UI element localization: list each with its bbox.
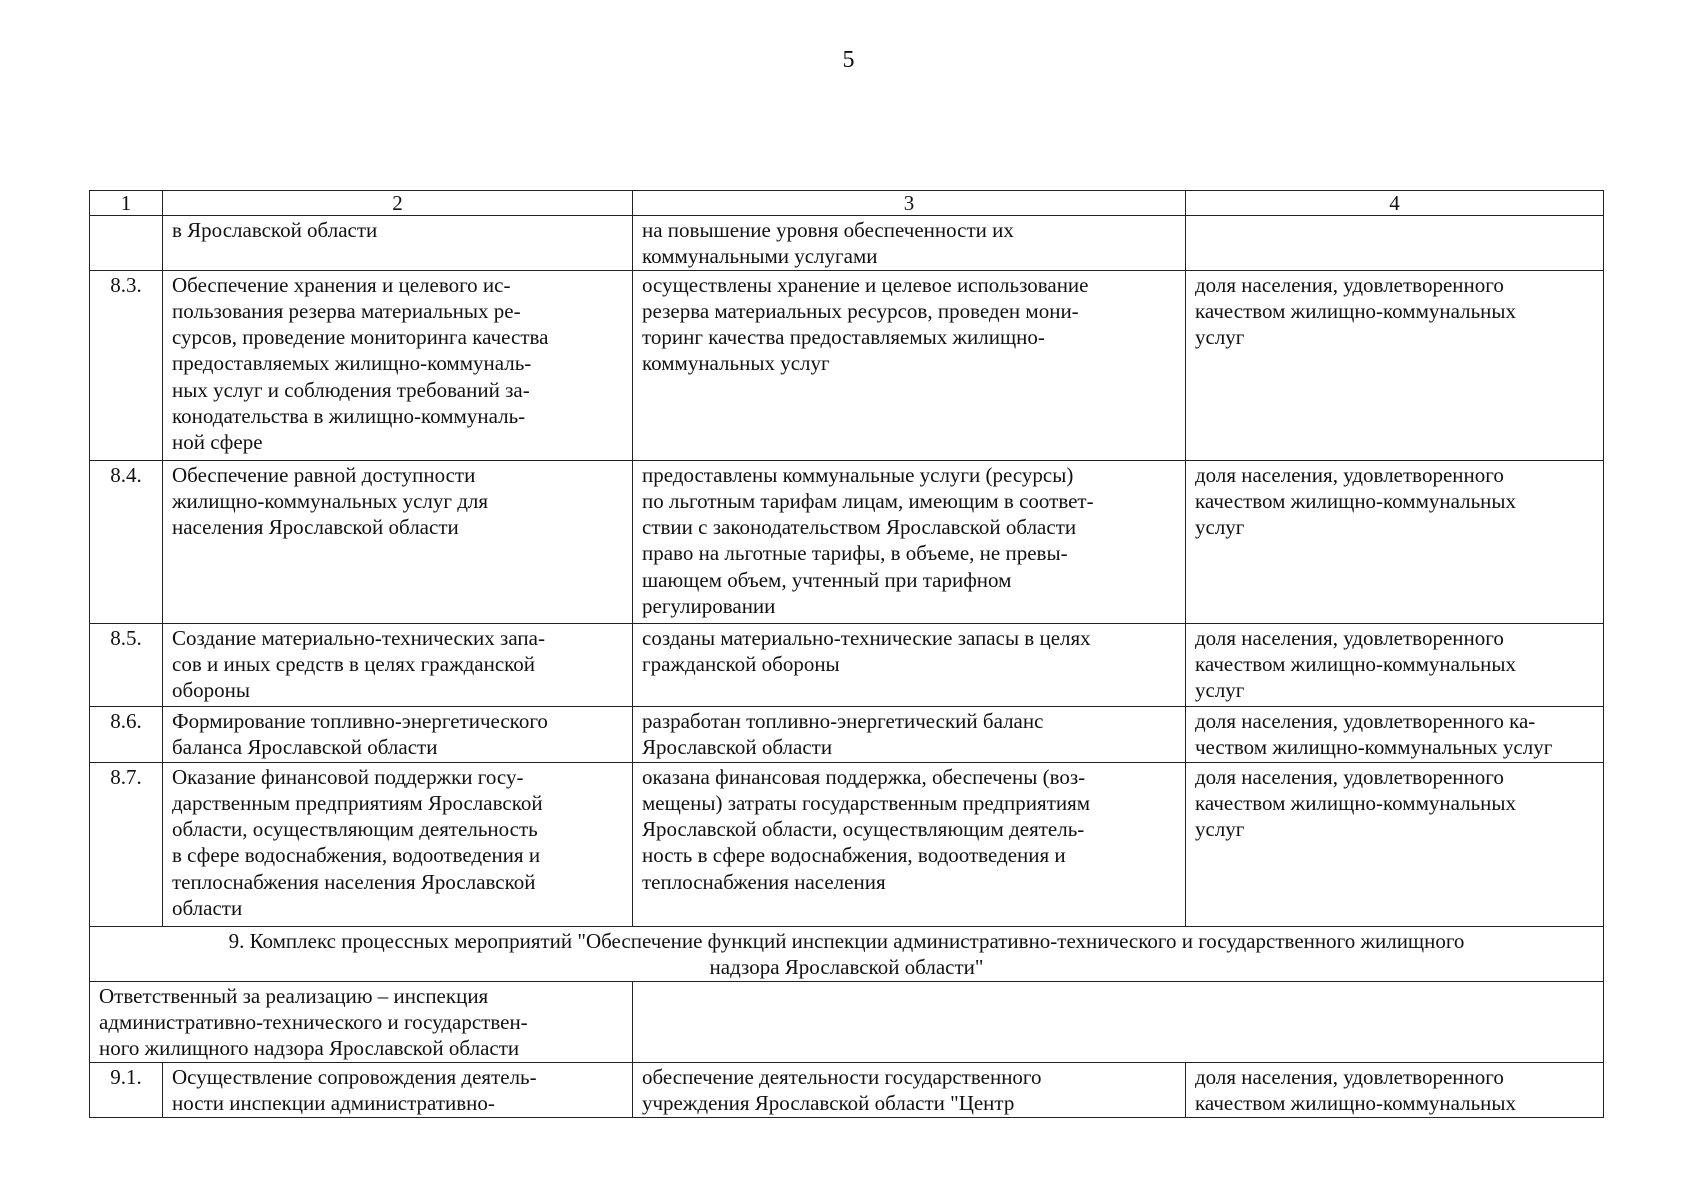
responsible-row bbox=[90, 981, 1604, 1062]
row-number-cell: 8.3. bbox=[90, 270, 163, 460]
row-number-cell: 8.5. bbox=[90, 623, 163, 706]
task-cell: Оказание финансовой поддержки госу- дарственным предприятиям Ярославской области, осуществляющим деятельность в сфере водоснабжения, водоотведения и теплоснабжения населения Ярославской области bbox=[163, 762, 633, 926]
result-cell: созданы материально-технические запасы в целях гражданской обороны bbox=[633, 623, 1186, 706]
row-number-cell: 9.1. bbox=[90, 1062, 163, 1117]
task-cell: Осуществление сопровождения деятель- ности инспекции административно- bbox=[163, 1062, 633, 1117]
section-title-row bbox=[90, 926, 1604, 981]
task-cell: в Ярославской области bbox=[163, 216, 633, 271]
indicator-cell: доля населения, удовлетворенного качеством жилищно-коммунальных услуг bbox=[1186, 270, 1604, 460]
task-cell: Обеспечение хранения и целевого ис- пользования резерва материальных ре- сурсов, проведение мониторинга качества предоставляемых жилищно-коммуналь- ных услуг и соблюдения требований за- конодательства в жилищно-коммуналь- ной сфере bbox=[163, 270, 633, 460]
result-cell: разработан топливно-энергетический баланс Ярославской области bbox=[633, 706, 1186, 762]
responsible-empty-cell bbox=[633, 981, 1604, 1062]
table-row-continuation bbox=[90, 216, 1604, 271]
row-number-cell: 8.7. bbox=[90, 762, 163, 926]
table-row bbox=[90, 270, 1604, 460]
task-cell: Создание материально-технических запа- сов и иных средств в целях гражданской обороны bbox=[163, 623, 633, 706]
table-row bbox=[90, 1062, 1604, 1117]
indicator-cell: доля населения, удовлетворенного качеством жилищно-коммунальных bbox=[1186, 1062, 1604, 1117]
indicator-cell: доля населения, удовлетворенного качеством жилищно-коммунальных услуг bbox=[1186, 460, 1604, 623]
row-number-cell bbox=[90, 216, 163, 271]
table-row bbox=[90, 706, 1604, 762]
column-number-1: 1 bbox=[90, 191, 163, 216]
table-row bbox=[90, 762, 1604, 926]
indicator-cell: доля населения, удовлетворенного качеством жилищно-коммунальных услуг bbox=[1186, 623, 1604, 706]
result-cell: оказана финансовая поддержка, обеспечены (воз- мещены) затраты государственным предприятиям Ярославской области, осуществляющим деятель- ность в сфере водоснабжения, водоотведения и теплоснабжения населения bbox=[633, 762, 1186, 926]
column-number-3: 3 bbox=[633, 191, 1186, 216]
responsible-cell: Ответственный за реализацию – инспекция административно-технического и государствен- ного жилищного надзора Ярославской области bbox=[90, 981, 633, 1062]
table-row bbox=[90, 460, 1604, 623]
column-number-2: 2 bbox=[163, 191, 633, 216]
indicator-cell: доля населения, удовлетворенного качеством жилищно-коммунальных услуг bbox=[1186, 762, 1604, 926]
indicator-cell: доля населения, удовлетворенного ка- чеством жилищно-коммунальных услуг bbox=[1186, 706, 1604, 762]
row-number-cell: 8.6. bbox=[90, 706, 163, 762]
section-9-title: 9. Комплекс процессных мероприятий "Обеспечение функций инспекции административно-технического и государственного жилищного надзора Ярославской области" bbox=[90, 926, 1604, 981]
row-number-cell: 8.4. bbox=[90, 460, 163, 623]
column-number-4: 4 bbox=[1186, 191, 1604, 216]
result-cell: обеспечение деятельности государственного учреждения Ярославской области "Центр bbox=[633, 1062, 1186, 1117]
task-cell: Формирование топливно-энергетического баланса Ярославской области bbox=[163, 706, 633, 762]
indicator-cell bbox=[1186, 216, 1604, 271]
page-number: 5 bbox=[842, 47, 855, 73]
task-cell: Обеспечение равной доступности жилищно-коммунальных услуг для населения Ярославской области bbox=[163, 460, 633, 623]
result-cell: на повышение уровня обеспеченности их коммунальными услугами bbox=[633, 216, 1186, 271]
result-cell: предоставлены коммунальные услуги (ресурсы) по льготным тарифам лицам, имеющим в соответ- ствии с законодательством Ярославской области право на льготные тарифы, в объеме, не превы- шающем объем, учтенный при тарифном регулировании bbox=[633, 460, 1186, 623]
program-table bbox=[89, 190, 1604, 1118]
table-row bbox=[90, 623, 1604, 706]
column-number-row bbox=[90, 191, 1604, 216]
result-cell: осуществлены хранение и целевое использование резерва материальных ресурсов, проведен мони- торинг качества предоставляемых жилищно- коммунальных услуг bbox=[633, 270, 1186, 460]
